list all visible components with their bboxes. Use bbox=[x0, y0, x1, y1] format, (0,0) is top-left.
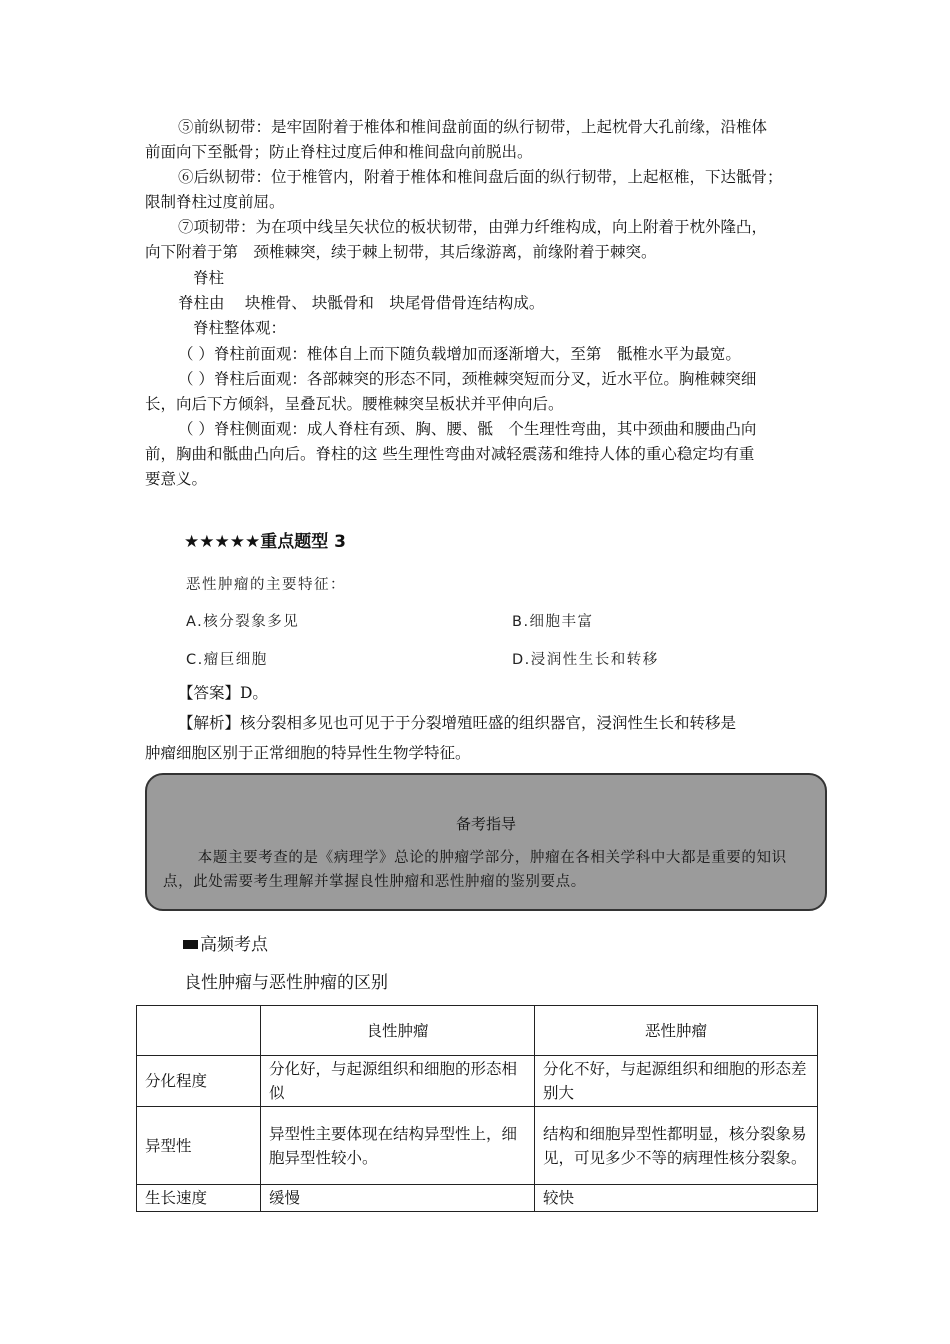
table-cell: 较快 bbox=[535, 1185, 818, 1212]
analysis-line: 肿瘤细胞区别于正常细胞的特异性生物学特征。 bbox=[145, 744, 471, 762]
table-header-cell: 恶性肿瘤 bbox=[535, 1006, 818, 1056]
table-header-row bbox=[137, 1006, 818, 1056]
paragraph-line: （ ）脊柱前面观：椎体自上而下随负载增加而逐渐增大，至第 骶椎水平为最宽。 bbox=[178, 345, 741, 363]
table-cell: 结构和细胞异型性都明显，核分裂象易见，可见多少不等的病理性核分裂象。 bbox=[535, 1107, 818, 1185]
paragraph-line: 脊柱由 块椎骨、 块骶骨和 块尾骨借骨连结构成。 bbox=[178, 294, 545, 312]
table-cell: 分化好，与起源组织和细胞的形态相似 bbox=[261, 1056, 535, 1107]
table-header-cell bbox=[137, 1006, 261, 1056]
subheading-spine: 脊柱 bbox=[193, 269, 225, 287]
table-row bbox=[137, 1107, 818, 1185]
table-cell: 缓慢 bbox=[261, 1185, 535, 1212]
study-guide-text: 本题主要考查的是《病理学》总论的肿瘤学部分，肿瘤在各相关学科中大都是重要的知识点，此处需要考生理解并掌握良性肿瘤和恶性肿瘤的鉴别要点。 bbox=[163, 850, 787, 890]
paragraph-line: 长，向后下方倾斜，呈叠瓦状。腰椎棘突呈板状并平伸向后。 bbox=[145, 395, 564, 413]
table-cell: 异型性 bbox=[137, 1107, 261, 1185]
paragraph-line: 限制脊柱过度前屈。 bbox=[145, 193, 285, 211]
paragraph-line: 前，胸曲和骶曲凸向后。脊柱的这 些生理性弯曲对减轻震荡和维持人体的重心稳定均有重 bbox=[145, 445, 755, 463]
option-b: B.细胞丰富 bbox=[512, 614, 594, 630]
square-bullet-icon bbox=[183, 940, 198, 949]
paragraph-line: （ ）脊柱后面观：各部棘突的形态不同，颈椎棘突短而分叉，近水平位。胸椎棘突细 bbox=[178, 370, 757, 388]
study-guide-box bbox=[145, 773, 827, 911]
option-c: C.瘤巨细胞 bbox=[186, 652, 268, 668]
subheading-spine-overview: 脊柱整体观： bbox=[193, 319, 287, 337]
paragraph-line: 向下附着于第 颈椎棘突，续于棘上韧带，其后缘游离，前缘附着于棘突。 bbox=[145, 243, 657, 261]
paragraph-line: ⑥后纵韧带：位于椎管内，附着于椎体和椎间盘后面的纵行韧带，上起枢椎，下达骶骨； bbox=[178, 168, 783, 186]
option-d: D.浸润性生长和转移 bbox=[512, 652, 659, 668]
analysis-line: 【解析】核分裂相多见也可见于于分裂增殖旺盛的组织器官，浸润性生长和转移是 bbox=[178, 714, 737, 732]
table-cell: 生长速度 bbox=[137, 1185, 261, 1212]
comparison-table bbox=[136, 1005, 818, 1212]
table-cell: 分化不好，与起源组织和细胞的形态差别大 bbox=[535, 1056, 818, 1107]
paragraph-line: 要意义。 bbox=[145, 470, 208, 488]
high-frequency-heading-text: 高频考点 bbox=[200, 935, 268, 955]
option-a: A.核分裂象多见 bbox=[186, 614, 300, 630]
section-title: ★★★★★重点题型 3 bbox=[184, 532, 346, 552]
table-row bbox=[137, 1056, 818, 1107]
table-cell: 分化程度 bbox=[137, 1056, 261, 1107]
answer-line: 【答案】D。 bbox=[178, 684, 268, 702]
question-stem: 恶性肿瘤的主要特征： bbox=[186, 577, 346, 593]
paragraph-line: 前面向下至骶骨；防止脊柱过度后伸和椎间盘向前脱出。 bbox=[145, 143, 533, 161]
paragraph-line: ⑤前纵韧带：是牢固附着于椎体和椎间盘前面的纵行韧带，上起枕骨大孔前缘，沿椎体 bbox=[178, 118, 768, 136]
table-row bbox=[137, 1185, 818, 1212]
high-frequency-heading bbox=[183, 930, 268, 955]
study-guide-title: 备考指导 bbox=[455, 815, 516, 833]
paragraph-line: ⑦项韧带：为在项中线呈矢状位的板状韧带，由弹力纤维构成，向上附着于枕外隆凸， bbox=[178, 218, 768, 236]
paragraph-line: （ ）脊柱侧面观：成人脊柱有颈、胸、腰、骶 个生理性弯曲，其中颈曲和腰曲凸向 bbox=[178, 420, 757, 438]
table-title: 良性肿瘤与恶性肿瘤的区别 bbox=[184, 973, 388, 993]
table-header-cell: 良性肿瘤 bbox=[261, 1006, 535, 1056]
table-cell: 异型性主要体现在结构异型性上，细胞异型性较小。 bbox=[261, 1107, 535, 1185]
